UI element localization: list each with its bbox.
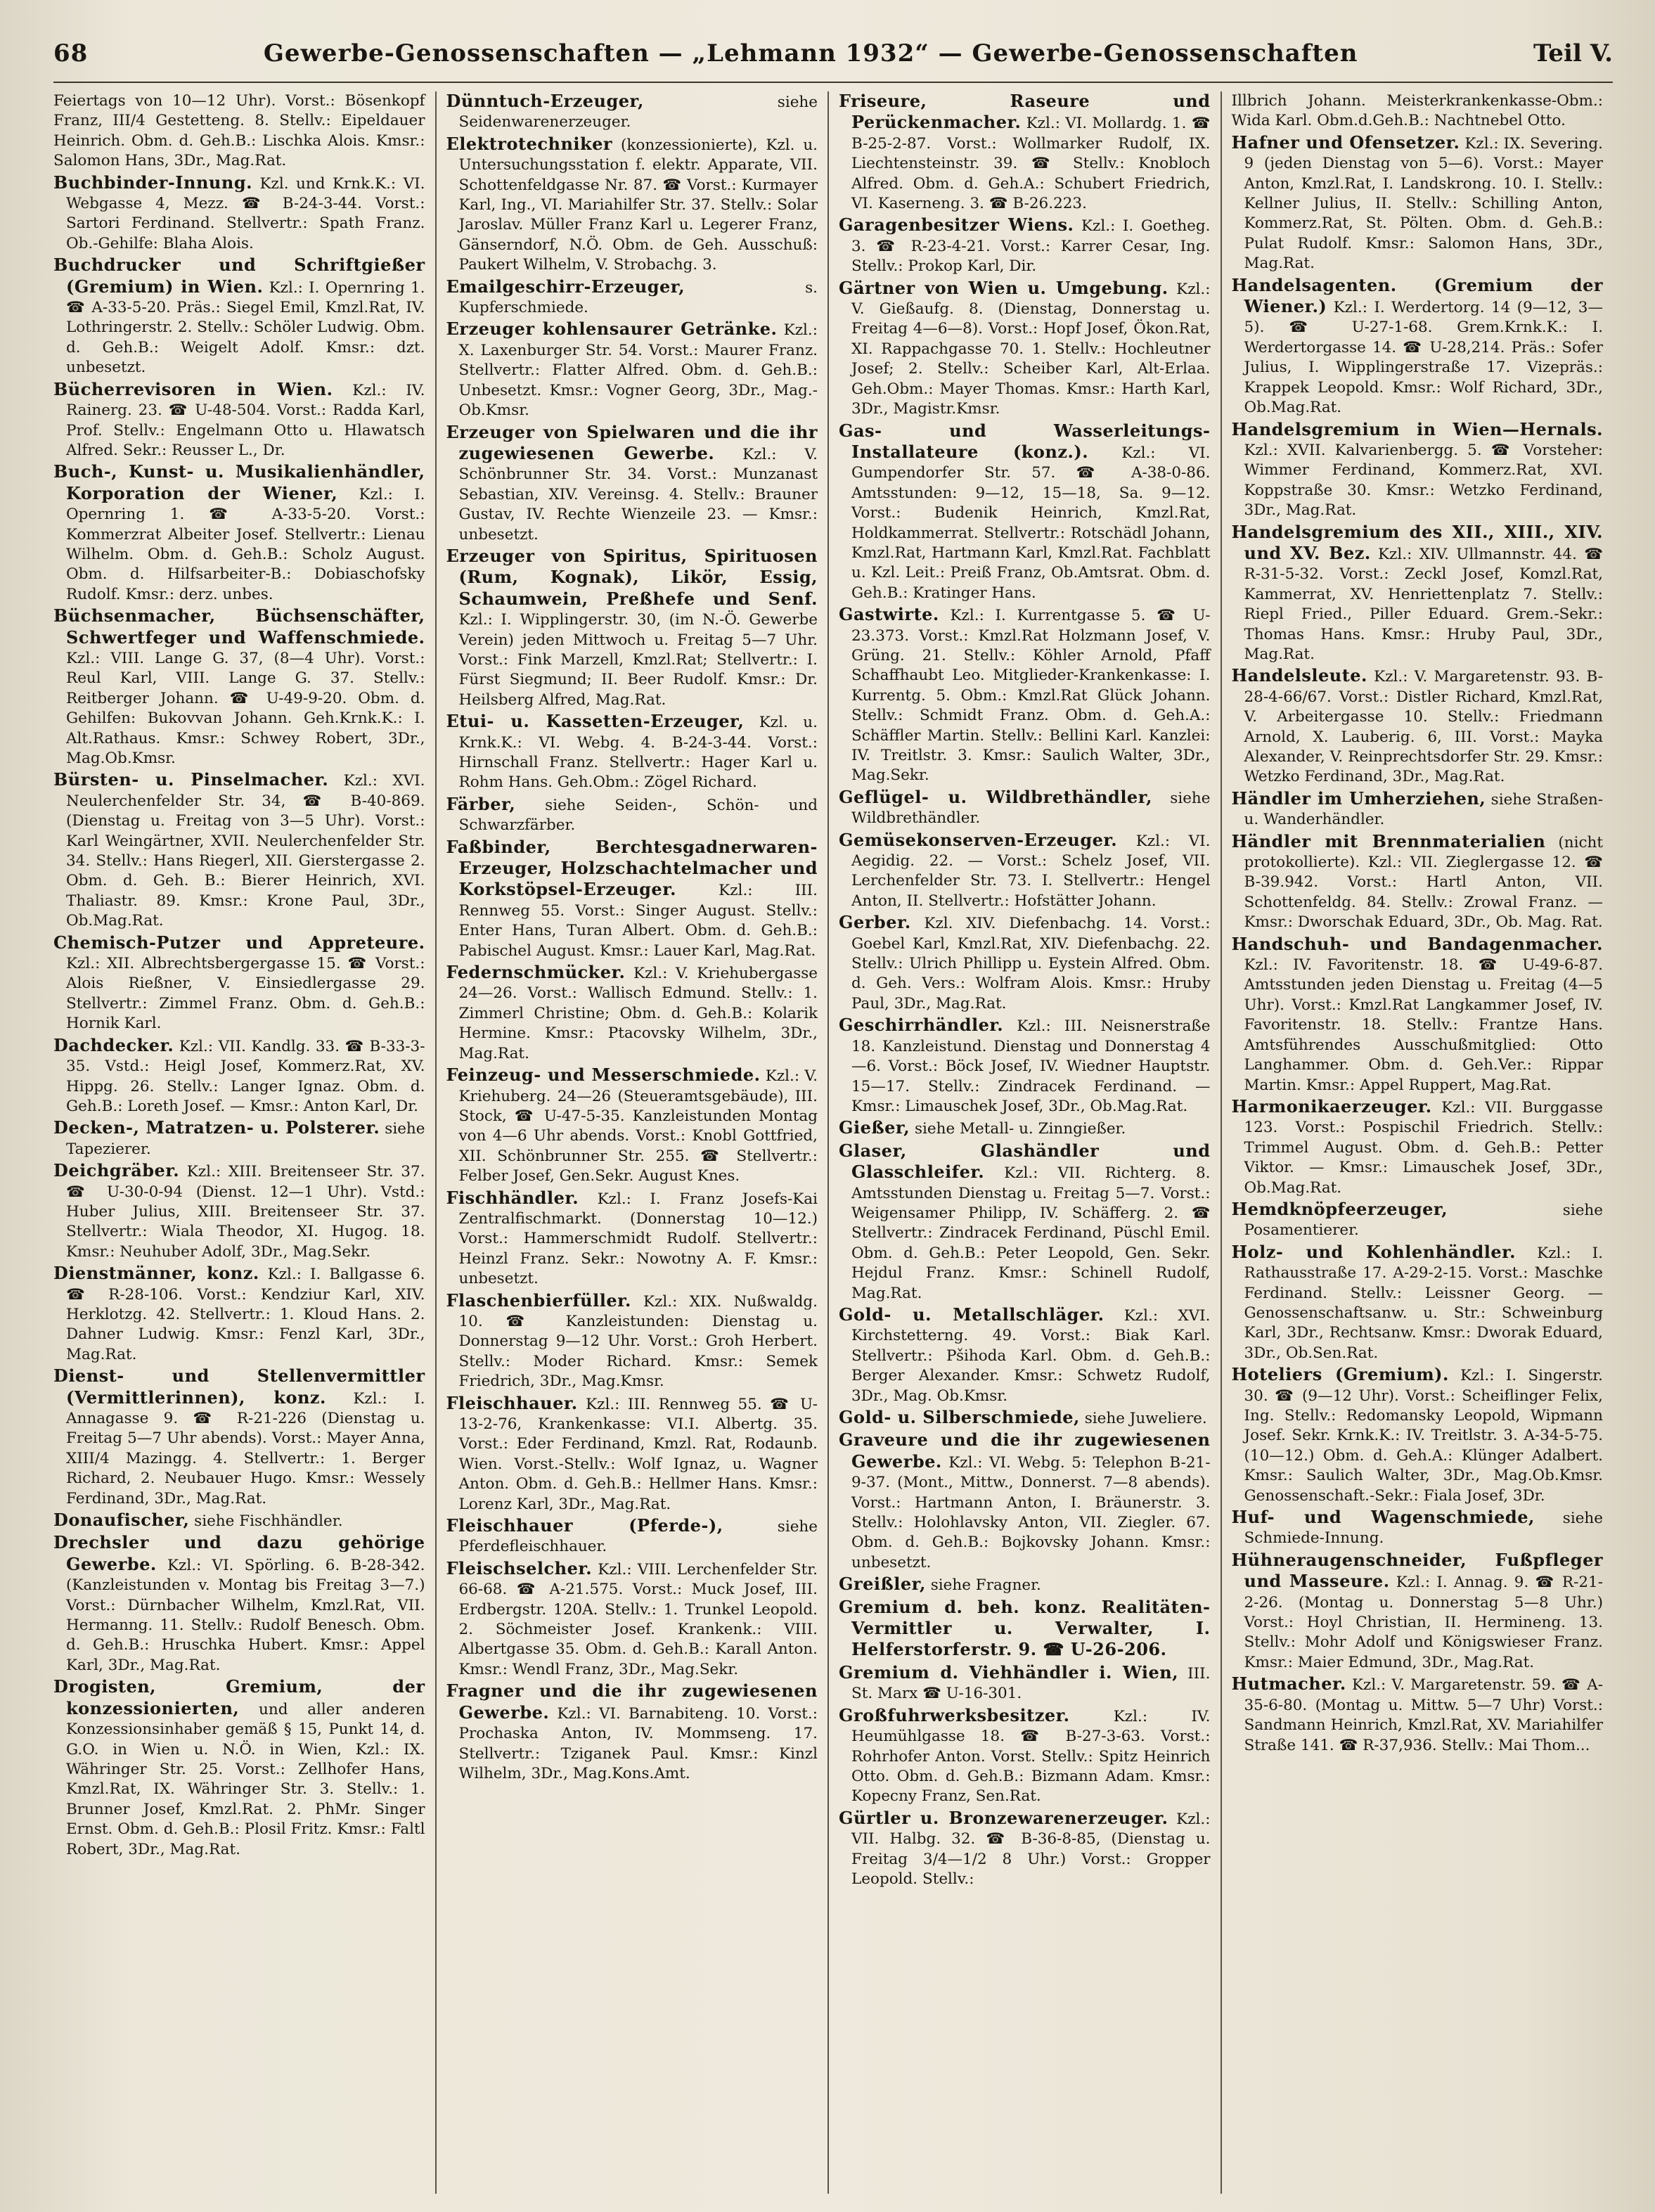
entry-text: siehe Schmiede-Innung. (1244, 1510, 1604, 1548)
directory-entry (1232, 420, 1604, 521)
entry-heading: Färber, (446, 793, 516, 814)
entry-heading: Graveure und die ihr zugewiesenen Gewerbe. (839, 1429, 1211, 1472)
entry-text: Kzl.: VI. Mollardg. 1. ☎ B-25-2-87. Vorst.: Wollmarker Rudolf, IX. Liechtensteinstr. 39. ☎ Stellv.: Knobloch Alfred. Obm. d. Geh.A.: Schubert Friedrich, VI. Kaserneng. 3. ☎ B-26.223. (851, 115, 1211, 213)
entry-text: Kzl.: VII. Halbg. 32. ☎ B-36-8-85, (Dienstag u. Freitag 3/4—1/2 8 Uhr.) Vorst.: Gropper Leopold. Stellv.: (851, 1810, 1211, 1888)
directory-entry (839, 1305, 1211, 1406)
entry-text: Kzl.: I. Ballgasse 6. ☎ R-28-106. Vorst.: Kendziur Karl, XIV. Herklotzg. 42. Stellvertr.: 1. Kloud Hans. 2. Dahner Ludwig. Kmsr.: Fenzl Karl, 3Dr., Mag.Rat. (66, 1266, 425, 1363)
entry-text: siehe Wildbrethändler. (851, 789, 1211, 828)
entry-heading: Bürsten- u. Pinselmacher. (53, 769, 329, 790)
entry-text: siehe Posamentierer. (1244, 1201, 1603, 1240)
entry-text: Kzl.: VI. Aegidig. 22. — Vorst.: Schelz Josef, VII. Lerchenfelder Str. 73. I. Stellvertr.: Hengel Anton, II. Stellvertr.: Hofstätter Johann. (851, 832, 1211, 910)
entry-heading: Erzeuger von Spiritus, Spirituosen (Rum, Kognak), Likör, Essig, Schaumwein, Preßhefe und Senf. (446, 545, 818, 609)
directory-entry (839, 91, 1211, 214)
entry-text: Kzl.: IX. Severing. 9 (jeden Dienstag von 5—6). Vorst.: Mayer Anton, Kmzl.Rat, I. Landskrong. 10. I. Stellv.: Kellner Julius, II. Stellv.: Schilling Anton, Kommerz.Rat, St. Pölten. Obm. d. Geh.B.: Pulat Rudolf. Kmsr.: Salomon Hans, 3Dr., Mag.Rat. (1244, 134, 1603, 273)
entry-text: siehe Pferdefleischhauer. (458, 1518, 818, 1556)
entry-heading: Glaser, Glashändler und Glasschleifer. (839, 1140, 1211, 1183)
entry-text: Kzl.: XII. Albrechtsbergergasse 15. ☎ Vorst.: Alois Rießner, V. Einsiedlergasse 29. Stellvertr.: Zimmel Franz. Obm. d. Geh.B.: Hornik Karl. (66, 955, 425, 1033)
entry-text: Kzl.: VII. Richterg. 8. Amtsstunden Dienstag u. Freitag 5—7. Vorst.: Weigensamer Philipp, IV. Schäfferg. 2. ☎ Stellvertr.: Zindracek Ferdinand, Püschl Emil. Obm. d. Geh.B.: Peter Leopold, Gen. Sekr. Hejdul Franz. Kmsr.: Schinell Rudolf, Mag.Rat. (851, 1164, 1211, 1302)
entry-heading: Hühneraugenschneider, Fußpfleger und Masseure. (1231, 1549, 1603, 1592)
entry-heading: Fleischhauer. (446, 1392, 578, 1413)
directory-entry (839, 1430, 1211, 1573)
entry-heading: Greißler, (839, 1574, 926, 1595)
directory-entry (446, 1188, 818, 1290)
entry-heading: Geflügel- u. Wildbrethändler, (839, 786, 1152, 807)
entry-text: Kzl.: VI. Webg. 5: Telephon B-21-9-37. (Mont., Mittw., Donnerst. 7—8 abends). Vorst.: Hartmann Anton, I. Bräunerstr. 3. Stellv.: Holohlavsky Anton, VII. Ziegler. 67. Obm. d. Geh.B.: Bojkovsky Johann. Kmsr.: unbesetzt. (851, 1453, 1211, 1571)
entry-text: Kzl.: I. Werdertorg. 14 (9—12, 3—5). ☎ U-27-1-68. Grem.Krnk.K.: I. Werdertorgasse 14. ☎ U-28,214. Präs.: Sofer Julius, I. Wipplingerstraße 17. Vizepräs.: Krappek Leopold. Kmsr.: Wolf Richard, 3Dr., Ob.Mag.Rat. (1244, 299, 1603, 417)
entry-heading: Erzeuger von Spielwaren und die ihr zugewiesenen Gewerbe. (446, 421, 818, 463)
entry-text: siehe Seiden-, Schön- und Schwarzfärber. (458, 796, 818, 835)
entry-heading: Erzeuger kohlensaurer Getränke. (446, 319, 778, 340)
entry-heading: Friseure, Raseure und Perückenmacher. (839, 91, 1211, 133)
entry-text: Kzl.: XIV. Ullmannstr. 44. ☎ R-31-5-32. Vorst.: Zeckl Josef, Komzl.Rat, Kammerrat, XV. Henriettenplatz 7. Stellv.: Riepl Fried., Piller Eduard. Grem.-Sekr.: Thomas Hans. Kmsr.: Hruby Paul, 3Dr., Mag.Rat. (1244, 545, 1603, 663)
entry-heading: Buchdrucker und Schriftgießer (Gremium) in Wien. (53, 255, 425, 297)
directory-entry (446, 134, 818, 276)
entry-text: Kzl.: I. Kurrentgasse 5. ☎ U-23.373. Vorst.: Kmzl.Rat Holzmann Josef, V. Grüng. 21. Stellv.: Köhler Arnold, Pfaff Schaffhaubt Leo. Mitglieder-Krankenkasse: I. Kurrentg. 5. Obm.: Kmzl.Rat Glück Johann. Stellv.: Schmidt Franz. Obm. d. Geh.A.: Schäffler Martin. Stellv.: Bellini Karl. Kanzlei: IV. Treitlstr. 3. Kmsr.: Saulich Walter, 3Dr., Mag.Sekr. (851, 607, 1211, 785)
entry-heading: Bücherrevisoren in Wien. (53, 378, 333, 399)
directory-entry (53, 1161, 425, 1262)
entry-text: siehe Juweliere. (1084, 1410, 1207, 1427)
entry-heading: Federnschmücker. (446, 962, 626, 983)
entry-heading: Gärtner von Wien u. Umgebung. (839, 277, 1168, 298)
entry-heading: Buchbinder-Innung. (53, 172, 252, 193)
entry-text: Kzl. XIV. Diefenbachg. 14. Vorst.: Goebel Karl, Kmzl.Rat, XIV. Diefenbachg. 22. Stellv.: Ulrich Phillipp u. Eystein Alfred. Obm. d. Geh. Vers.: Wolfram Alois. Kmsr.: Hruby Paul, 3Dr., Mag.Rat. (851, 915, 1211, 1012)
entry-text: Kzl.: XVII. Kalvarienbergg. 5. ☎ Vorsteher: Wimmer Ferdinand, Kommerz.Rat, XVI. Koppstraße 30. Kmsr.: Wetzko Ferdinand, 3Dr., Mag.Rat. (1244, 441, 1603, 520)
entry-text: Kzl.: VIII. Lerchenfelder Str. 66-68. ☎ A-21.575. Vorst.: Muck Josef, III. Erdbergstr. 120A. Stellv.: 1. Trunkel Leopold. 2. Söchmeister Josef. Krankenk.: VIII. Albertgasse 35. Obm. d. Geh.B.: Karall Anton. Kmsr.: Wendl Franz, 3Dr., Mag.Sekr. (458, 1560, 818, 1678)
entry-heading: Harmonikaerzeuger. (1231, 1095, 1432, 1117)
entry-text: Kzl.: I. Opernring 1. ☎ A-33-5-20. Vorst.: Kommerzrat Albeiter Josef. Stellvertr.: Lienau Wilhelm. Obm. d. Geh.B.: Scholz August. Obm. d. Hilfsarbeiter-B.: Dobiaschofsky Rudolf. Kmsr.: derz. unbes. (66, 485, 425, 603)
directory-entry (839, 787, 1211, 829)
entry-heading: Büchsenmacher, Büchsenschäfter, Schwertfeger und Waffenschmiede. (53, 605, 425, 648)
entry-heading: Hutmacher. (1231, 1673, 1346, 1695)
entry-text: Kzl.: VI. Barnabiteng. 10. Vorst.: Prochaska Anton, IV. Mommseng. 17. Stellvertr.: Tziganek Paul. Kmsr.: Kinzl Wilhelm, 3Dr., Mag.Kons.Amt. (458, 1704, 818, 1782)
directory-entry (53, 91, 425, 172)
entry-text: Kzl.: I. Singerstr. 30. ☎ (9—12 Uhr). Vorst.: Scheiflinger Felix, Ing. Stellv.: Redomansky Leopold, Wipmann Josef. Sekr. Krnk.K.: IV. Treitlstr. 3. A-34-5-75. (10—12.) Obm. d. Geh.A.: Klünger Adalbert. Kmsr.: Saulich Walter, 3Dr., Mag.Ob.Kmsr. Genossenschaft.-Sekr.: Fiala Josef, 3Dr. (1244, 1367, 1603, 1505)
entry-text: siehe Straßen- u. Wanderhändler. (1244, 790, 1603, 829)
entry-heading: Hafner und Ofensetzer. (1231, 131, 1460, 153)
entry-text: Kzl.: IV. Favoritenstr. 18. ☎ U-49-6-87. Amtsstunden jeden Dienstag u. Freitag (4—5 Uhr). Vorst.: Kmzl.Rat Langkammer Josef, IV. Favoritenstr. 18. Stellv.: Frantze Hans. Amtsführendes Ausschußmitglied: Otto Langhammer. Obm. d. Geh.Ver.: Rippar Martin. Kmsr.: Appel Ruppert, Mag.Rat. (1244, 956, 1603, 1094)
entry-heading: Handschuh- und Bandagenmacher. (1231, 933, 1603, 954)
running-title: Gewerbe-Genossenschaften — „Lehmann 1932“ — Gewerbe-Genossenschaften (263, 39, 1358, 67)
directory-entry (1232, 832, 1604, 933)
entry-text: Kzl.: I. Opernring 1. ☎ A-33-5-20. Präs.: Siegel Emil, Kmzl.Rat, IV. Lothringerstr. 2. Stellv.: Schöler Ludwig. Obm. d. Geh.B.: Weigelt Adolf. Kmsr.: dzt. unbesetzt. (66, 278, 425, 377)
entry-text: Kzl.: V. Kriehubergasse 24—26. Vorst.: Wallisch Edmund. Stellv.: 1. Zimmerl Christine; Obm. d. Geh.B.: Kolarik Hermine. Kmsr.: Ptacovsky Wilhelm, 3Dr., Mag.Rat. (458, 965, 818, 1062)
entry-heading: Händler mit Brennmaterialien (1231, 830, 1546, 851)
directory-entry (446, 795, 818, 836)
directory-entry (446, 546, 818, 710)
entry-heading: Fischhändler. (446, 1187, 579, 1208)
entry-text: Kzl.: X. Laxenburger Str. 54. Vorst.: Maurer Franz. Stellvertr.: Flatter Alfred. Obm. d. Geh.B.: Unbesetzt. Kmsr.: Vogner Georg, 3Dr., Mag.-Ob.Kmsr. (458, 321, 818, 420)
directory-entry (53, 462, 425, 605)
entry-heading: Faßbinder, Berchtesgadnerwaren-Erzeuger, Holzschachtelmacher und Korkstöpsel-Erzeuger. (446, 836, 818, 900)
directory-entry (839, 1808, 1211, 1890)
running-head (53, 39, 1613, 83)
entry-heading: Gerber. (839, 912, 911, 933)
entry-heading: Handelsgremium des XII., XIII., XIV. und XV. Bez. (1231, 521, 1603, 563)
entry-heading: Feinzeug- und Messerschmiede. (446, 1065, 761, 1086)
entry-heading: Fragner und die ihr zugewiesenen Gewerbe. (446, 1680, 818, 1723)
entry-heading: Handelsagenten. (Gremium der Wiener.) (1231, 274, 1603, 317)
directory-entry (446, 1291, 818, 1392)
entry-heading: Dünntuch-Erzeuger, (446, 91, 644, 111)
entry-heading: Garagenbesitzer Wiens. (839, 214, 1074, 236)
entry-heading: Handelsgremium in Wien—Hernals. (1231, 418, 1603, 439)
entry-text: Kzl.: III. Neisnerstraße 18. Kanzleistund. Dienstag und Donnerstag 4—6. Vorst.: Böck Josef, IV. Wiedner Hauptstr. 15—17. Stellv.: Zindracek Ferdinand. — Kmsr.: Limauschek Josef, 3Dr., Ob.Mag.Rat. (851, 1017, 1211, 1115)
entry-heading: Deichgräber. (53, 1160, 180, 1181)
directory-entry (446, 1681, 818, 1784)
directory-entry (446, 423, 818, 545)
directory-entry (1232, 133, 1604, 274)
columns (53, 91, 1613, 2194)
entry-text: Kzl.: VI. Gumpendorfer Str. 57. ☎ A-38-0-86. Amtsstunden: 9—12, 15—18, Sa. 9—12. Vorst.: Budenik Heinrich, Kmzl.Rat, Holdkammerrat. Stellvertr.: Rotschädl Johann, Kmzl.Rat, Hartmann Karl, Kmzl.Rat. Fachblatt u. Kzl. Leit.: Preiß Franz, Ob.Amtsrat. Obm. d. Geh.B.: Kratinger Hans. (851, 444, 1211, 602)
entry-text: (konzessionierte), Kzl. u. Untersuchungsstation f. elektr. Apparate, VII. Schottenfeldgasse Nr. 87. ☎ Vorst.: Kurmayer Karl, Ing., VI. Mariahilfer Str. 37. Stellv.: Solar Jaroslav. Müller Franz Karl u. Legerer Franz, Gänserndorf, N.Ö. Obm. de Geh. Ausschuß: Paukert Wilhelm, V. Strobachg. 3. (458, 136, 818, 274)
entry-heading: Gastwirte. (839, 604, 939, 625)
entry-heading: Gremium d. Viehhändler i. Wien, (839, 1661, 1179, 1683)
entry-text: Kzl.: IV. Heumühlgasse 18. ☎ B-27-3-63. Vorst.: Rohrhofer Anton. Vorst. Stellv.: Spitz Heinrich Otto. Obm. d. Geh.B.: Bizmann Adam. Kmsr.: Kopecny Franz, Sen.Rat. (851, 1707, 1211, 1806)
directory-entry (53, 380, 425, 461)
entry-text: Kzl.: V. Margaretenstr. 93. B-28-4-66/67. Vorst.: Distler Richard, Kmzl.Rat, V. Arbeitergasse 10. Stellv.: Friedmann Arnold, X. Lauberig. 6, III. Vorst.: Mayka Alexander, V. Reinprechtsdorfer Str. 29. Kmsr.: Wetzko Ferdinand, 3Dr., Mag.Rat. (1244, 668, 1603, 786)
entry-text: siehe Tapezierer. (66, 1120, 425, 1158)
part-label: Teil V. (1533, 39, 1613, 67)
entry-text: Kzl.: VII. Kandlg. 33. ☎ B-33-3-35. Vstd.: Heigl Josef, Kommerz.Rat, XV. Hippg. 26. Stellv.: Langer Ignaz. Obm. d. Geh.B.: Loreth Josef. — Kmsr.: Anton Karl, Dr. (66, 1037, 425, 1115)
directory-entry (1232, 91, 1604, 131)
entry-heading: Dienstmänner, konz. (53, 1263, 259, 1284)
entry-text: Kzl.: I. Annagasse 9. ☎ R-21-226 (Dienstag u. Freitag 5—7 Uhr abends). Vorst.: Mayer Anna, XIII/4 Mazingg. 4. Stellvertr.: 1. Berger Richard, 2. Neubauer Hugo. Kmsr.: Wessely Ferdinand, 3Dr., Mag.Rat. (66, 1389, 425, 1507)
directory-entry (839, 1141, 1211, 1304)
entry-text: Kzl.: VI. Spörling. 6. B-28-342. (Kanzleistunden v. Montag bis Freitag 3—7.) Vorst.: Dürnbacher Wilhelm, Kmzl.Rat, VII. Hermanng. 11. Stellv.: Rudolf Benesch. Obm. d. Geh.B.: Hruschka Hubert. Kmsr.: Appel Karl, 3Dr., Mag.Rat. (66, 1556, 425, 1674)
directory-entry (446, 837, 818, 961)
entry-text: Kzl.: V. Margaretenstr. 59. ☎ A-35-6-80. (Montag u. Mittw. 5—7 Uhr) Vorst.: Sandmann Heinrich, Kmzl.Rat, XV. Mariahilfer Straße 141. ☎ R-37,936. Stellv.: Mai Thom... (1244, 1676, 1603, 1754)
directory-entry (1232, 666, 1604, 787)
directory-entry (839, 1015, 1211, 1117)
entry-text: s. Kupferschmiede. (458, 278, 818, 317)
entry-heading: Hoteliers (Gremium). (1231, 1364, 1449, 1385)
entry-text: Kzl.: I. Goetheg. 3. ☎ R-23-4-21. Vorst.: Karrer Cesar, Ing. Stellv.: Prokop Karl, Dir. (851, 217, 1211, 276)
directory-entry (1232, 1674, 1604, 1756)
entry-text: Kzl.: VII. Burggasse 123. Vorst.: Pospischil Friedrich. Stellv.: Trimmel August. Obm. d. Geh.B.: Petter Viktor. — Kmsr.: Limauschek Josef, 3Dr., Ob.Mag.Rat. (1244, 1098, 1604, 1197)
directory-entry (446, 712, 818, 793)
entry-heading: Handelsleute. (1231, 665, 1367, 686)
directory-entry (446, 319, 818, 420)
directory-entry (53, 255, 425, 378)
directory-entry (839, 913, 1211, 1014)
entry-text: Kzl.: IV. Rainerg. 23. ☎ U-48-504. Vorst.: Radda Karl, Prof. Stellv.: Engelmann Otto u. Hlawatsch Alfred. Sekr.: Reusser L., Dr. (66, 381, 425, 459)
directory-entry (53, 1677, 425, 1860)
entry-heading: Händler im Umherziehen, (1231, 787, 1486, 809)
entry-heading: Drogisten, Gremium, der konzessionierten, (53, 1676, 425, 1718)
entry-text: Kzl.: I. Franz Josefs-Kai Zentralfischmarkt. (Donnerstag 10—12.) Vorst.: Hammerschmidt Rudolf. Stellvertr.: Heinzl Franz. Sekr.: Nowotny A. F. Kmsr.: unbesetzt. (458, 1190, 818, 1288)
entry-text: siehe Fischhändler. (194, 1512, 343, 1531)
entry-heading: Chemisch-Putzer und Appreteure. (53, 932, 425, 953)
directory-entry (53, 1263, 425, 1365)
entry-heading: Gemüsekonserven-Erzeuger. (839, 829, 1118, 850)
entry-text: Kzl. u. Krnk.K.: VI. Webg. 4. B-24-3-44. Vorst.: Hirnschall Franz. Stellvertr.: Hager Karl u. Rohm Hans. Geh.Obm.: Zögel Richard. (458, 714, 818, 792)
entry-text: Kzl.: III. Rennweg 55. Vorst.: Singer August. Stellv.: Enter Hans, Turan Albert. Obm. d. Geh.B.: Pabischel August. Kmsr.: Lauer Karl, Mag.Rat. (458, 882, 818, 960)
entry-text: (nicht protokollierte). Kzl.: VII. Zieglergasse 12. ☎ B-39.942. Vorst.: Hartl Anton, VII. Schottenfeldg. 84. Stellv.: Zrowal Franz. — Kmsr.: Dworschak Eduard, 3Dr., Ob. Mag. Rat. (1244, 833, 1603, 932)
entry-heading: Donaufischer, (53, 1510, 190, 1531)
entry-heading: Gas- und Wasserleitungs-Installateure (konz.). (839, 420, 1211, 462)
directory-entry (53, 1533, 425, 1676)
entry-heading: Dachdecker. (53, 1034, 174, 1055)
directory-entry (839, 215, 1211, 276)
entry-heading: Fleischselcher. (446, 1557, 593, 1578)
entry-text: Illbrich Johann. Meisterkrankenkasse-Obm.: Wida Karl. Obm.d.Geh.B.: Nachtnebel Otto. (1231, 92, 1603, 130)
directory-entry (53, 933, 425, 1034)
entry-heading: Elektrotechniker (446, 133, 613, 154)
directory-entry (1232, 1097, 1604, 1198)
entry-text: Kzl.: I. Annag. 9. ☎ R-21-2-26. (Montag u. Donnerstag 5—8 Uhr.) Vorst.: Hoyl Christian, II. Hermineng. 13. Stellv.: Mohr Adolf und Königswieser Franz. Kmsr.: Maier Edmund, 3Dr., Mag.Rat. (1244, 1574, 1603, 1671)
directory-entry (446, 963, 818, 1064)
directory-entry (839, 605, 1211, 786)
entry-text: Kzl.: XIII. Breitenseer Str. 37. ☎ U-30-0-94 (Dienst. 12—1 Uhr). Vstd.: Huber Julius, XIII. Breitenseer Str. 37. Stellvertr.: Wiala Theodor, XI. Hugog. 18. Kmsr.: Neuhuber Adolf, 3Dr., Mag.Sekr. (66, 1163, 425, 1261)
entry-heading: Gremium d. beh. konz. Realitäten-Vermittler u. Verwalter, I. Helferstorferstr. 9. ☎ U-26-206. (839, 1596, 1211, 1660)
entry-text: Kzl.: V. Schönbrunner Str. 34. Vorst.: Munzanast Sebastian, XIV. Vereinsg. 4. Stellv.: Brauner Gustav, IV. Rechte Wienzeile 23. — Kmsr.: unbesetzt. (458, 445, 818, 544)
entry-text: Kzl.: XVI. Neulerchenfelder Str. 34, ☎ B-40-869. (Dienstag u. Freitag von 3—5 Uhr). Vorst.: Karl Weingärtner, XVII. Neulerchenfelder Str. 34. Stellv.: Hans Riegerl, XII. Gierstergasse 2. Obm. d. Geh. B.: Bierer Heinrich, XVI. Thaliastr. 89. Kmsr.: Krone Paul, 3Dr., Ob.Mag.Rat. (66, 772, 425, 930)
entry-text: Feiertags von 10—12 Uhr). Vorst.: Bösenkopf Franz, III/4 Gestetteng. 8. Stellv.: Eipeldauer Heinrich. Obm. d. Geh.B.: Lischka Alois. Kmsr.: Salomon Hans, 3Dr., Mag.Rat. (53, 92, 425, 170)
directory-entry (839, 1408, 1211, 1429)
directory-entry (839, 1597, 1211, 1661)
entry-text: Kzl.: V. Kriehuberg. 24—26 (Steueramtsgebäude), III. Stock, ☎ U-47-5-35. Kanzleistunden Montag von 4—6 Uhr abends. Vorst.: Knobl Gottfried, XII. Schönbrunner Str. 255. ☎ Stellvertr.: Felber Josef, Gen.Sekr. August Knes. (458, 1067, 818, 1185)
entry-heading: Hemdknöpfeerzeuger, (1231, 1198, 1448, 1219)
entry-heading: Holz- und Kohlenhändler. (1231, 1241, 1516, 1262)
entry-heading: Decken-, Matratzen- u. Polsterer. (53, 1117, 380, 1138)
column-3 (828, 91, 1221, 2194)
directory-entry (446, 1394, 818, 1515)
page-number: 68 (53, 39, 89, 67)
directory-entry (839, 278, 1211, 420)
entry-text: und aller anderen Konzessionsinhaber gemäß § 15, Punkt 14, d. G.O. in Wien u. N.Ö. in Wien, Kzl.: IX. Währinger Str. 25. Vorst.: Zellhofer Hans, Kmzl.Rat, IX. Währinger Str. 3. Stellv.: 1. Brunner Josef, Kmzl.Rat. 2. PhMr. Singer Ernst. Obm. d. Geh.B.: Plosil Fritz. Kmsr.: Faltl Robert, 3Dr., Mag.Rat. (66, 1700, 425, 1858)
entry-text: Kzl.: I. Wipplingerstr. 30, (im N.-Ö. Gewerbe Verein) jeden Mittwoch u. Freitag 5—7 Uhr. Vorst.: Fink Marzell, Kmzl.Rat; Stellvertr.: I. Fürst Siegmund; II. Beer Rudolf. Kmsr.: Dr. Heilsberg Alfred, Mag.Rat. (458, 611, 818, 709)
entry-text: Kzl.: XVI. Kirchstetterng. 49. Vorst.: Biak Karl. Stellvertr.: Pšihoda Karl. Obm. d. Geh.B.: Berger Alexander. Kmsr.: Schwetz Rudolf, 3Dr., Mag. Ob.Kmsr. (851, 1306, 1211, 1405)
directory-entry (53, 770, 425, 931)
directory-entry (1232, 934, 1604, 1095)
directory-entry (839, 1706, 1211, 1807)
entry-heading: Großfuhrwerksbesitzer. (839, 1704, 1070, 1725)
directory-entry (839, 1663, 1211, 1704)
directory-entry (839, 1574, 1211, 1595)
directory-entry (1232, 276, 1604, 418)
directory-entry (1232, 1242, 1604, 1363)
directory-entry (1232, 1365, 1604, 1506)
directory-entry (53, 1036, 425, 1117)
directory-entry (1232, 789, 1604, 830)
entry-heading: Etui- u. Kassetten-Erzeuger, (446, 711, 745, 732)
directory-entry (53, 1510, 425, 1531)
entry-text: Kzl.: VIII. Lange G. 37, (8—4 Uhr). Vorst.: Reul Karl, VIII. Lange G. 37. Stellv.: Reitberger Johann. ☎ U-49-9-20. Obm. d. Gehilfen: Bukovvan Johann. Geh.Krnk.K.: I. Alt.Rathaus. Kmsr.: Schwey Robert, 3Dr., Mag.Ob.Kmsr. (66, 649, 425, 767)
entry-heading: Dienst- und Stellenvermittler (Vermittlerinnen), konz. (53, 1365, 425, 1408)
directory-entry (53, 1118, 425, 1159)
directory-entry (53, 173, 425, 255)
directory-entry (446, 1516, 818, 1557)
directory-entry (446, 91, 818, 133)
entry-text: siehe Metall- u. Zinngießer. (914, 1120, 1126, 1138)
directory-entry (1232, 1550, 1604, 1673)
entry-heading: Buch-, Kunst- u. Musikalienhändler, Korporation der Wiener, (53, 461, 425, 503)
directory-entry (1232, 1507, 1604, 1549)
column-2 (435, 91, 828, 2194)
entry-heading: Geschirrhändler. (839, 1015, 1004, 1036)
directory-entry (839, 421, 1211, 604)
entry-heading: Gießer, (839, 1117, 910, 1138)
entry-text: siehe Fragner. (930, 1576, 1041, 1595)
entry-text: Kzl.: V. Gießaufg. 8. (Dienstag, Donnerstag u. Freitag 4—6—8). Vorst.: Hopf Josef, Ökon.Rat, XI. Rappachgasse 70. 1. Stellv.: Hochleutner Josef; 2. Stellv.: Scheiber Karl, Alt-Erlaa. Geh.Obm.: Mayer Thomas. Kmsr.: Harth Karl, 3Dr., Magistr.Kmsr. (851, 280, 1211, 418)
directory-entry (1232, 522, 1604, 665)
entry-text: Kzl.: III. Rennweg 55. ☎ U-13-2-76, Krankenkasse: VI.I. Albertg. 35. Vorst.: Eder Ferdinand, Kmzl. Rat, Rodaunb. Wien. Vorst.-Stellv.: Wolf Ignaz, u. Wagner Anton. Obm. d. Geh.B.: Hellmer Hans. Kmsr.: Lorenz Karl, 3Dr., Mag.Rat. (458, 1395, 818, 1513)
entry-heading: Flaschenbierfüller. (446, 1290, 631, 1311)
directory-entry (446, 277, 818, 319)
entry-text: Kzl.: I. Rathausstraße 17. A-29-2-15. Vorst.: Maschke Ferdinand. Stellv.: Leissner Georg. — Genossenschaftsanw. u. Str.: Schweinburg Karl, 3Dr., Rechtsanw. Kmsr.: Dworak Eduard, 3Dr., Ob.Sen.Rat. (1244, 1244, 1603, 1362)
entry-heading: Drechsler und dazu gehörige Gewerbe. (53, 1532, 425, 1574)
directory-entry (446, 1065, 818, 1186)
directory-entry (1232, 1200, 1604, 1241)
column-1 (53, 91, 435, 2194)
entry-heading: Gürtler u. Bronzewarenerzeuger. (839, 1807, 1168, 1828)
entry-text: Kzl.: XIX. Nußwaldg. 10. ☎ Kanzleistunden: Dienstag u. Donnerstag 9—12 Uhr. Vorst.: Groh Herbert. Stellv.: Moder Richard. Kmsr.: Semek Friedrich, 3Dr., Mag.Kmsr. (458, 1292, 818, 1391)
entry-text: Kzl. und Krnk.K.: VI. Webgasse 4, Mezz. ☎ B-24-3-44. Vorst.: Sartori Ferdinand. Stellvertr.: Spath Franz. Ob.-Gehilfe: Blaha Alois. (66, 174, 425, 252)
entry-heading: Huf- und Wagenschmiede, (1231, 1507, 1535, 1528)
directory-entry (839, 1118, 1211, 1139)
directory-entry (53, 1366, 425, 1509)
directory-entry (53, 606, 425, 769)
entry-text: III. St. Marx ☎ U-16-301. (851, 1664, 1211, 1703)
column-4 (1221, 91, 1614, 2194)
entry-heading: Emailgeschirr-Erzeuger, (446, 276, 685, 297)
entry-heading: Gold- u. Metallschläger. (839, 1304, 1105, 1325)
directory-entry (839, 830, 1211, 912)
entry-heading: Gold- u. Silberschmiede, (839, 1407, 1080, 1427)
entry-text: siehe Seidenwarenerzeuger. (458, 94, 818, 131)
directory-entry (446, 1559, 818, 1680)
entry-heading: Fleischhauer (Pferde-), (446, 1515, 723, 1536)
